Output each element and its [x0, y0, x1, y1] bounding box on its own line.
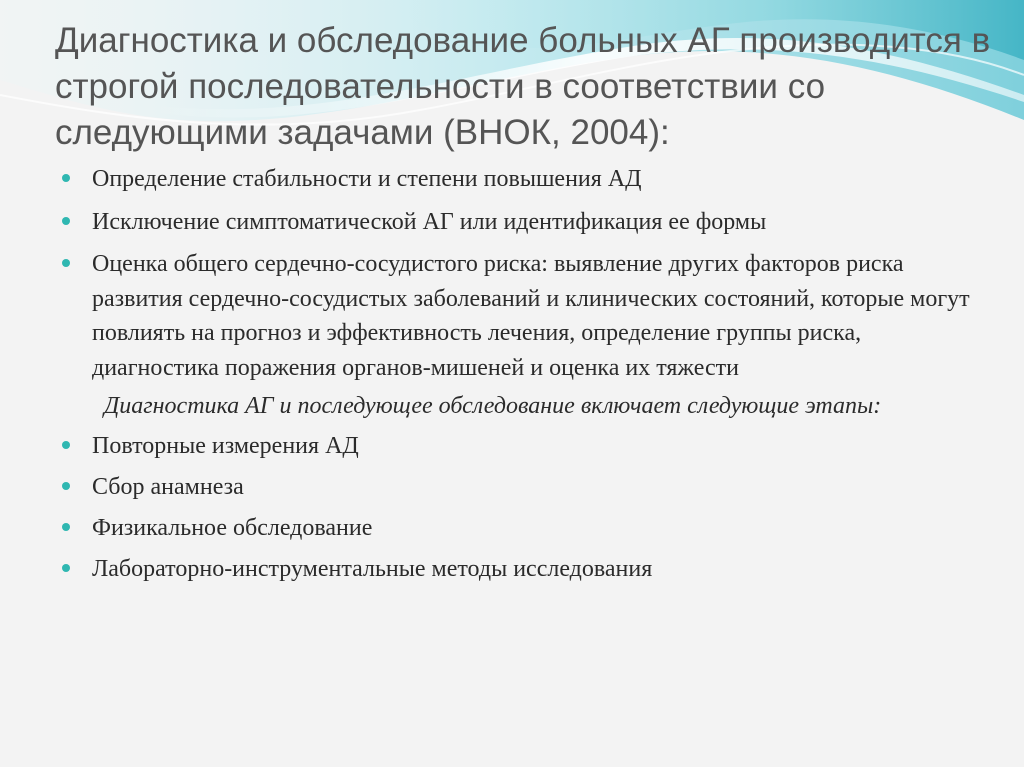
list-item-text: Сбор анамнеза	[92, 474, 244, 500]
list-item-text: Лабораторно-инструментальные методы исследования	[92, 556, 653, 582]
list-item-text: Определение стабильности и степени повышения АД	[92, 166, 642, 192]
tasks-list	[60, 162, 980, 385]
list-item-text: Оценка общего сердечно-сосудистого риска: выявление других факторов риска развития сердечно-сосудистых заболеваний и клинических состояний, которые могут повлиять на прогноз и эффективность лечения, определение группы риска, диагностика поражения органов-мишеней и оценка их тяжести	[92, 251, 970, 381]
bullet-icon	[62, 259, 70, 267]
stages-intro: Диагностика АГ и последующее обследование включает следующие этапы:	[104, 393, 882, 419]
list-item	[60, 552, 980, 587]
slide-body	[60, 162, 980, 593]
slide-title: Диагностика и обследование больных АГ производится в строгой последовательности в соответствии со следующими задачами (ВНОК, 2004):	[55, 21, 991, 152]
list-item	[60, 162, 980, 197]
bullet-icon	[62, 217, 70, 225]
list-item	[60, 247, 980, 385]
list-item	[60, 205, 980, 240]
list-item-text: Физикальное обследование	[92, 515, 373, 541]
bullet-icon	[62, 523, 70, 531]
list-item-text: Повторные измерения АД	[92, 433, 359, 459]
list-item-text: Исключение симптоматической АГ или идентификация ее формы	[92, 208, 767, 235]
bullet-icon	[62, 441, 70, 449]
stages-list	[60, 429, 980, 587]
list-item	[60, 470, 980, 505]
list-item	[60, 511, 980, 546]
bullet-icon	[62, 482, 70, 490]
bullet-icon	[62, 564, 70, 572]
list-item	[60, 429, 980, 464]
bullet-icon	[62, 174, 70, 182]
